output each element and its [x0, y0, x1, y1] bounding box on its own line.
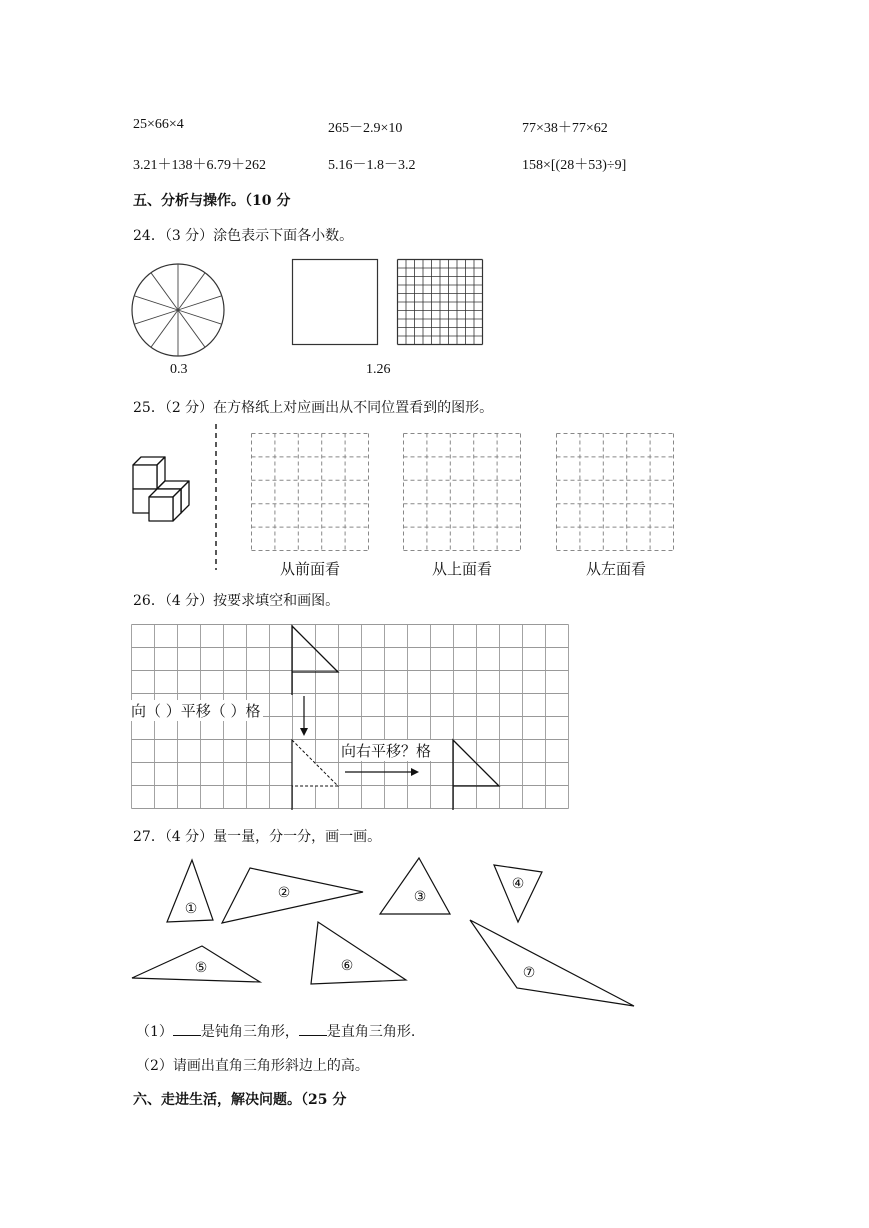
translation-question-1: 向（ ）平移（ ）格 [131, 702, 261, 720]
section-title: 六、走进生活，解决问题。（25 分 [133, 1092, 347, 1108]
translation-question-2: 向右平移？格 [341, 742, 432, 760]
question-24: 24．（3 分）涂色表示下面各小数。 [133, 228, 354, 244]
sub-question-1 [136, 1021, 415, 1041]
answer-blank-obtuse[interactable] [173, 1023, 201, 1036]
front-view-grid [251, 433, 369, 551]
label-left-view: 从左面看 [586, 560, 647, 578]
triangle-label: ① [184, 901, 198, 917]
triangle-label: ⑦ [522, 965, 536, 981]
calc-expr: 77×38＋77×62 [522, 121, 608, 136]
triangle-label: ② [277, 885, 291, 901]
sub1-end: 是直角三角形. [326, 1024, 416, 1040]
calc-expr: 265－2.9×10 [328, 121, 403, 136]
sub1-mid: 是钝角三角形， [200, 1024, 299, 1040]
sub-question-2: （2）请画出直角三角形斜边上的高。 [136, 1058, 369, 1074]
cube-stack-figure [131, 455, 193, 527]
question-25: 25．（2 分）在方格纸上对应画出从不同位置看到的图形。 [133, 400, 494, 416]
triangle-label: ⑤ [194, 960, 208, 976]
left-view-grid [556, 433, 674, 551]
calc-expr: 3.21＋138＋6.79＋262 [133, 158, 266, 173]
triangles-figure [130, 854, 640, 1010]
hundred-grid [397, 259, 483, 345]
top-view-grid [403, 433, 521, 551]
circle-figure [130, 262, 226, 358]
triangle-label: ⑥ [340, 958, 354, 974]
square-figure [292, 259, 378, 345]
triangle-label: ③ [413, 889, 427, 905]
answer-blank-right[interactable] [299, 1023, 327, 1036]
label-top-view: 从上面看 [432, 560, 493, 578]
label-0-3: 0.3 [170, 362, 188, 377]
section-title: 五、分析与操作。（10 分 [133, 193, 291, 209]
label-1-26: 1.26 [366, 362, 391, 377]
triangle-label: ④ [511, 876, 525, 892]
calc-expr: 5.16－1.8－3.2 [328, 158, 416, 173]
question-26: 26．（4 分）按要求填空和画图。 [133, 593, 340, 609]
calc-expr: 158×[(28＋53)÷9] [522, 158, 627, 173]
label-front-view: 从前面看 [280, 560, 341, 578]
sub1-prefix: （1） [136, 1024, 173, 1040]
question-27: 27．（4 分）量一量，分一分，画一画。 [133, 829, 382, 845]
divider-dashed [214, 424, 218, 570]
calc-expr: 25×66×4 [133, 117, 184, 132]
